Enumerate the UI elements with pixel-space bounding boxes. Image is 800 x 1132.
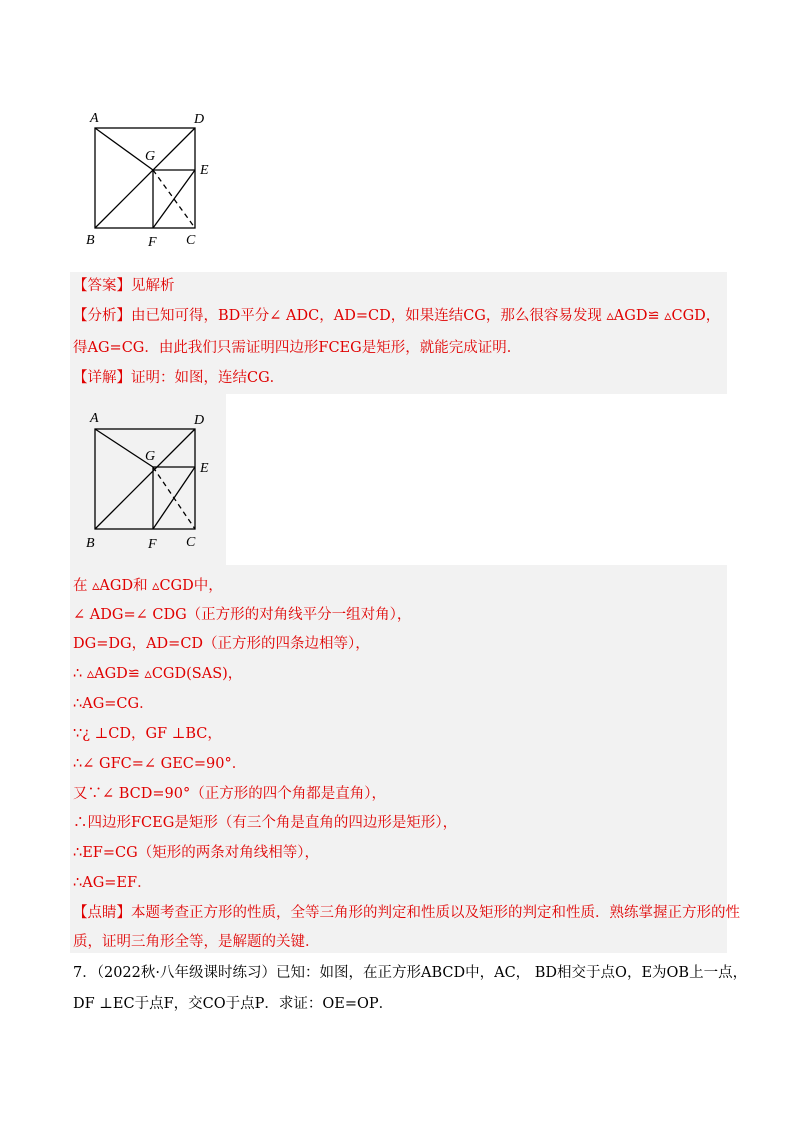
analysis-line-2: 得AG=CG．由此我们只需证明四边形FCEG是矩形，就能完成证明．	[73, 340, 522, 356]
comment-tag: 【点睛】	[73, 905, 131, 921]
label-D-2: D	[194, 413, 205, 428]
question7-line-1: 7．（2022秋·八年级课时练习）已知：如图，在正方形ABCD中，AC， BD相交于点O，E为OB上一点，	[73, 965, 748, 981]
detail-tag: 【详解】	[73, 370, 131, 386]
label-B: B	[86, 233, 95, 248]
label-C: C	[186, 233, 196, 248]
analysis-text-1: 由已知可得，BD平分∠ ADC，AD=CD，如果连结CG，那么很容易发现 ▵AGD≌ ▵CGD，	[131, 308, 721, 324]
label-A: A	[90, 111, 99, 126]
comment-text-1: 本题考查正方形的性质，全等三角形的判定和性质以及矩形的判定和性质．熟练掌握正方形的性	[131, 905, 740, 921]
label-F: F	[148, 235, 157, 250]
proof-line: ∵¿ ⊥CD，GF ⊥BC，	[73, 726, 222, 742]
label-G: G	[145, 149, 156, 164]
proof-line: DG=DG，AD=CD（正方形的四条边相等），	[73, 636, 370, 652]
label-E-2: E	[200, 461, 209, 476]
proof-line: 又∵∠ BCD=90°（正方形的四个角都是直角），	[73, 786, 387, 802]
proof-line: ∴∠ GFC=∠ GEC=90°．	[73, 756, 247, 772]
detail-text: 证明：如图，连结CG．	[131, 370, 285, 386]
figure-square-proof	[80, 406, 230, 554]
proof-line: ∴AG=CG．	[73, 696, 154, 712]
proof-line: ∴ ▵AGD≌ ▵CGD(SAS)，	[73, 666, 243, 682]
figure-square-top	[80, 108, 230, 253]
proof-line: 在 ▵AGD和 ▵CGD中，	[73, 578, 223, 594]
analysis-tag: 【分析】	[73, 308, 131, 324]
answer-line	[73, 276, 175, 296]
label-B-2: B	[86, 536, 95, 551]
label-A-2: A	[90, 411, 99, 426]
label-E: E	[200, 163, 209, 178]
question7-line-2: DF ⊥EC于点F，交CO于点P．求证：OE=OP．	[73, 996, 394, 1012]
comment-line-1	[73, 903, 740, 923]
detail-line	[73, 368, 284, 388]
label-G-2: G	[145, 449, 156, 464]
label-D: D	[194, 112, 205, 127]
proof-line: ∠ ADG=∠ CDG（正方形的对角线平分一组对角），	[73, 607, 412, 623]
answer-tag: 【答案】	[73, 278, 131, 294]
proof-line: ∴AG=EF．	[73, 875, 152, 891]
label-F-2: F	[148, 537, 157, 552]
proof-line: ∴EF=CG（矩形的两条对角线相等），	[73, 845, 319, 861]
label-C-2: C	[186, 535, 196, 550]
analysis-line-1	[73, 306, 720, 326]
answer-text: 见解析	[131, 278, 175, 294]
comment-line-2: 质，证明三角形全等，是解题的关键．	[73, 934, 320, 950]
proof-line: ∴四边形FCEG是矩形（有三个角是直角的四边形是矩形），	[73, 815, 458, 831]
